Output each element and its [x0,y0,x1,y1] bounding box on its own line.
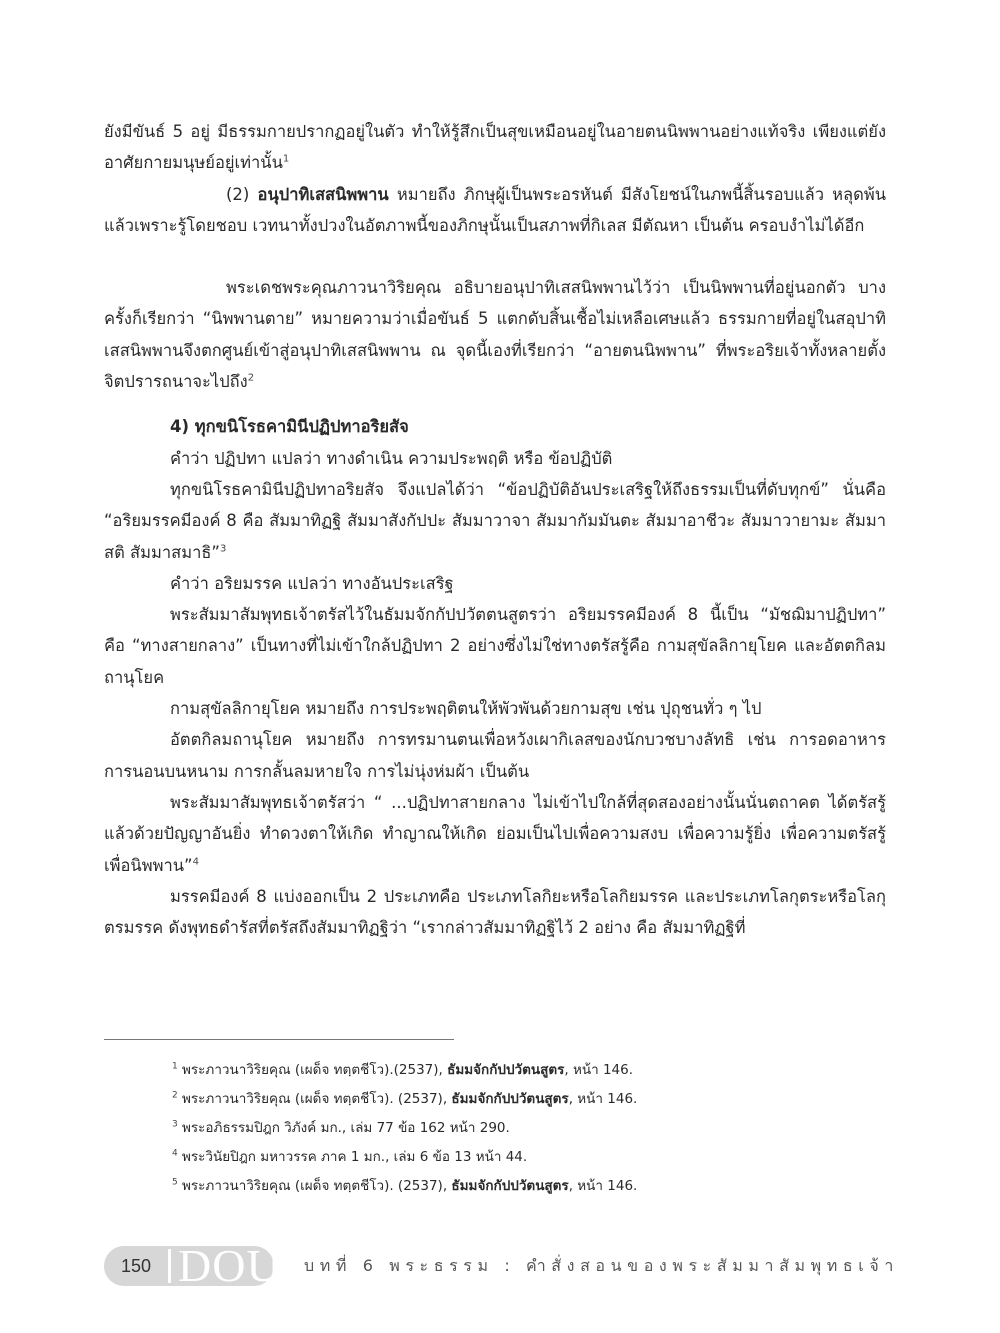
footnotes [172,1056,892,1201]
paragraph: พระสัมมาสัมพุทธเจ้าตรัสว่า “ ...ปฏิปทาสายกลาง ไม่เข้าไปใกล้ที่สุดสองอย่างนั้นนั่นตถาคต ได้ตรัสรู้แล้วด้วยปัญญาอันยิ่ง ทำดวงตาให้เกิด ทำญาณให้เกิด ย่อมเป็นไปเพื่อความสงบ เพื่อความรู้ยิ่ง เพื่อความตรัสรู้ เพื่อนิพพาน”$^4$ [104,792,886,875]
body-text [104,116,886,943]
paragraph: กามสุขัลลิกายุโยค หมายถึง การประพฤติตนให้พัวพันด้วยกามสุข เช่น ปุถุชนทั่ว ๆ ไป [170,699,762,719]
badge-divider [168,1249,171,1283]
footnote: $^5$ พระภาวนาวิริยคุณ (เผด็จ ทตฺตชีโว). (2537), ธัมมจักกัปปวัตนสูตร, หน้า 146. [172,1177,638,1194]
page-footer [104,1240,899,1291]
footnote-ref: 4 [192,856,199,868]
paragraph: คำว่า อริยมรรค แปลว่า ทางอันประเสริฐ [170,573,454,593]
section-heading: 4) ทุกขนิโรธคามินีปฏิปทาอริยสัจ [170,417,409,437]
paragraph: ทุกขนิโรธคามินีปฏิปทาอริยสัจ จึงแปลได้ว่า “ข้อปฏิบัติอันประเสริฐให้ถึงธรรมเป็นที่ดับทุกข์” นั่นคือ “อริยมรรคมีองค์ 8 คือ สัมมาทิฏฐิ สัมมาสังกัปปะ สัมมาวาจา สัมมากัมมันตะ สัมมาอาชีวะ สัมมาวายามะ สัมมาสติ สัมมาสมาธิ”$^3$ [104,479,886,562]
term-heading: อนุปาทิเสสนิพพาน [257,184,389,204]
footnote: $^1$ พระภาวนาวิริยคุณ (เผด็จ ทตฺตชีโว).(2537), ธัมมจักกัปปวัตนสูตร, หน้า 146. [172,1061,634,1078]
paragraph: คำว่า ปฏิปทา แปลว่า ทางดำเนิน ความประพฤติ หรือ ข้อปฏิบัติ [170,448,613,468]
paragraph: อัตตกิลมถานุโยค หมายถึง การทรมานตนเพื่อหวังเผากิเลสของนักบวชบางลัทธิ เช่น การอดอาหาร การนอนบนหนาม การกลั้นลมหายใจ การไม่นุ่งห่มผ้า เป็นต้น [104,730,886,781]
paragraph: (2) อนุปาทิเสสนิพพาน หมายถึง ภิกษุผู้เป็นพระอรหันต์ มีสังโยชน์ในภพนี้สิ้นรอบแล้ว หลุดพ้นแล้วเพราะรู้โดยชอบ เวทนาทั้งปวงในอัตภาพนี้ของภิกษุนั้นเป็นสภาพที่กิเลส มีตัณหา เป็นต้น ครอบงำไม่ได้อีก [104,184,886,235]
page-number: 150 [120,1256,152,1276]
footnote: $^3$ พระอภิธรรมปิฎก วิภังค์ มก., เล่ม 77 ข้อ 162 หน้า 290. [172,1119,510,1136]
paragraph: มรรคมีองค์ 8 แบ่งออกเป็น 2 ประเภทคือ ประเภทโลกิยะหรือโลกิยมรรค และประเภทโลกุตระหรือโลกุตรมรรค ดังพุทธดำรัสที่ตรัสถึงสัมมาทิฏฐิว่า “เรากล่าวสัมมาทิฏฐิไว้ 2 อย่าง คือ สัมมาทิฏฐิที่ [104,886,886,938]
paragraph: ยังมีขันธ์ 5 อยู่ มีธรรมกายปรากฏอยู่ในตัว ทำให้รู้สึกเป็นสุขเหมือนอยู่ในอายตนนิพพานอย่างแท้จริง เพียงแต่ยังอาศัยกายมนุษย์อยู่เท่านั้น$^1$ [104,122,886,173]
footnote-ref: 1 [282,153,290,165]
footnote-ref: 3 [219,543,227,555]
page-badge [104,1240,281,1291]
chapter-title: บทที่ 6 พระธรรม : คำสั่งสอนของพระสัมมาสัมพุทธเจ้า [304,1256,899,1275]
paragraph: พระสัมมาสัมพุทธเจ้าตรัสไว้ในธัมมจักกัปปวัตตนสูตรว่า อริยมรรคมีองค์ 8 นี้เป็น “มัชฌิมาปฏิปทา” คือ “ทางสายกลาง” เป็นทางที่ไม่เข้าใกล้ปฏิปทา 2 อย่างซึ่งไม่ใช่ทางตรัสรู้คือ กามสุขัลลิกายุโยค และอัตตกิลมถานุโยค [104,605,886,687]
paragraph: พระเดชพระคุณภาวนาวิริยคุณ อธิบายอนุปาทิเสสนิพพานไว้ว่า เป็นนิพพานที่อยู่นอกตัว บางครั้งก็เรียกว่า “นิพพานตาย” หมายความว่าเมื่อขันธ์ 5 แตกดับสิ้นเชื้อไม่เหลือเศษแล้ว ธรรมกายที่อยู่ในสอุปาทิเสสนิพพานจึงตกศูนย์เข้าสู่อนุปาทิเสสนิพพาน ณ จุดนี้เองที่เรียกว่า “อายตนนิพพาน” ที่พระอริยเจ้าทั้งหลายตั้งจิตปรารถนาจะไปถึง$^2$ [104,278,886,392]
dou-logo: DOU [178,1240,281,1291]
footnote-ref: 2 [247,372,255,384]
footnote: $^2$ พระภาวนาวิริยคุณ (เผด็จ ทตฺตชีโว). (2537), ธัมมจักกัปปวัตนสูตร, หน้า 146. [172,1090,638,1107]
footnote-divider [104,1039,454,1040]
footnote: $^4$ พระวินัยปิฎก มหาวรรค ภาค 1 มก., เล่ม 6 ข้อ 13 หน้า 44. [172,1148,528,1165]
